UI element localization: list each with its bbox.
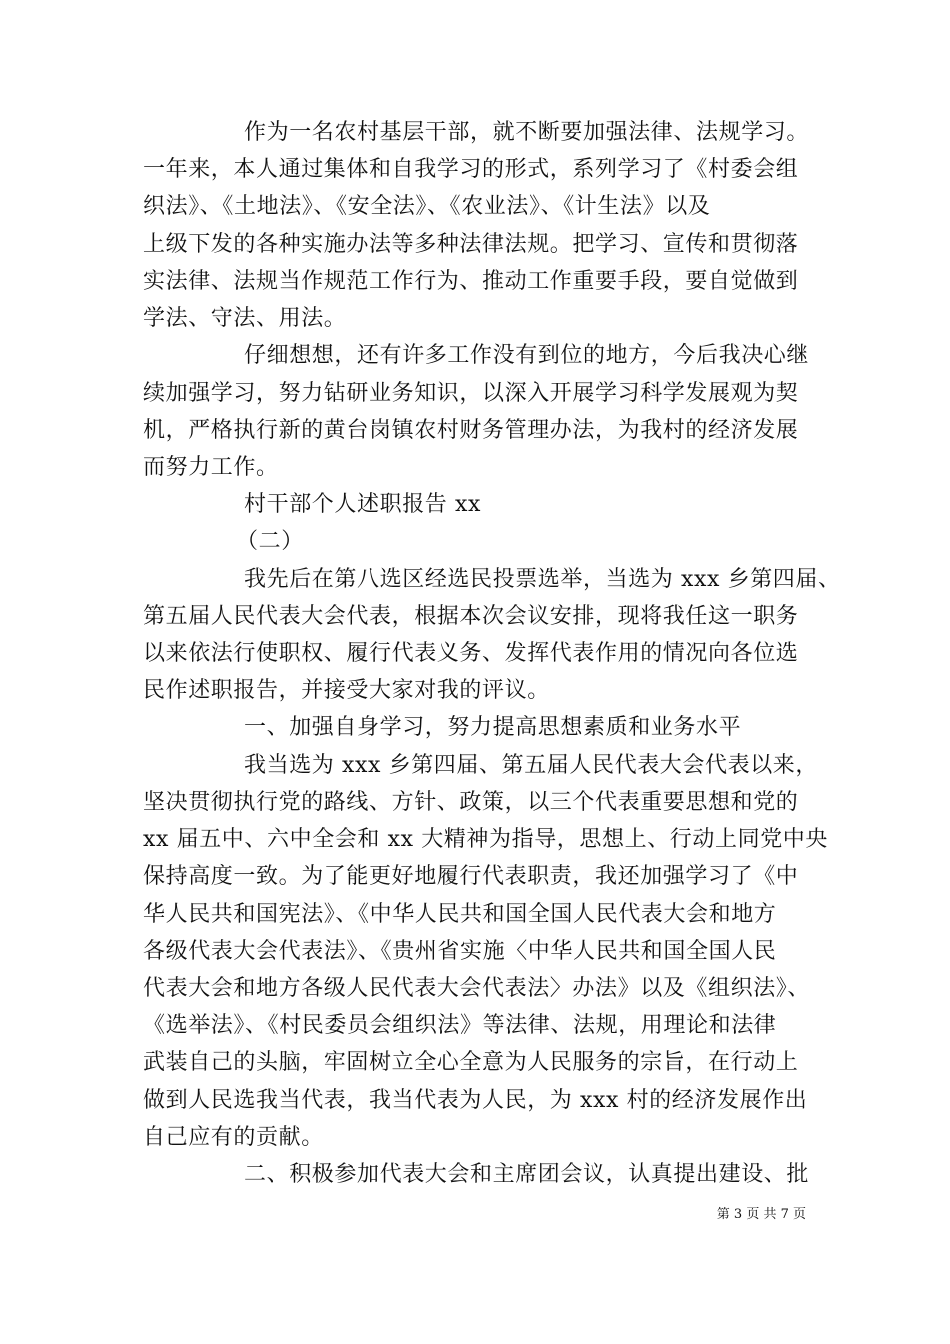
- body-line-7: 仔细想想，还有许多工作没有到位的地方，今后我决心继: [244, 343, 810, 368]
- body-line-14: 第五届人民代表大会代表，根据本次会议安排，现将我任这一职务: [143, 604, 799, 629]
- body-line-26: 武装自己的头脑，牢固树立全心全意为人民服务的宗旨，在行动上: [143, 1050, 799, 1075]
- body-line-8: 续加强学习，努力钻研业务知识，以深入开展学习科学发展观为契: [143, 381, 799, 406]
- heading-two: 二、积极参加代表大会和主席团会议，认真提出建设、批: [244, 1162, 810, 1187]
- body-line-16: 民作述职报告，并接受大家对我的评议。: [143, 678, 550, 703]
- body-line-28: 自己应有的贡献。: [143, 1125, 324, 1150]
- body-line-20: xx 届五中、六中全会和 xx 大精神为指导，思想上、行动上同党中央: [143, 827, 829, 852]
- body-line-13: 我先后在第八选区经选民投票选举，当选为 xxx 乡第四届、: [244, 567, 841, 592]
- body-line-2: 一年来，本人通过集体和自我学习的形式，系列学习了《村委会组: [143, 157, 799, 182]
- body-line-15: 以来依法行使职权、履行代表义务、发挥代表作用的情况向各位选: [143, 641, 799, 666]
- body-line-21: 保持高度一致。为了能更好地履行代表职责，我还加强学习了《中: [143, 864, 799, 889]
- body-line-1: 作为一名农村基层干部，就不断要加强法律、法规学习。: [244, 120, 810, 145]
- body-line-6: 学法、守法、用法。: [143, 306, 347, 331]
- body-line-18: 我当选为 xxx 乡第四届、第五届人民代表大会代表以来，: [244, 753, 819, 778]
- body-line-22: 华人民共和国宪法》、《中华人民共和国全国人民代表大会和地方: [143, 902, 777, 927]
- body-line-10: 而努力工作。: [143, 455, 279, 480]
- body-line-5: 实法律、法规当作规范工作行为、推动工作重要手段，要自觉做到: [143, 269, 799, 294]
- body-line-27: 做到人民选我当代表，我当代表为人民，为 xxx 村的经济发展作出: [143, 1088, 808, 1113]
- section-subtitle: （二）: [236, 529, 304, 554]
- body-line-24: 代表大会和地方各级人民代表大会代表法〉办法》以及《组织法》、: [143, 976, 811, 1001]
- page-number-footer: 第 3 页 共 7 页: [716, 1207, 806, 1222]
- body-line-3: 织法》、《土地法》、《安全法》、《农业法》、《计生法》以及: [143, 194, 711, 219]
- body-line-19: 坚决贯彻执行党的路线、方针、政策，以三个代表重要思想和党的: [143, 790, 799, 815]
- body-line-9: 机，严格执行新的黄台岗镇农村财务管理办法，为我村的经济发展: [143, 418, 799, 443]
- body-line-23: 各级代表大会代表法》、《贵州省实施〈中华人民共和国全国人民: [143, 939, 777, 964]
- body-line-4: 上级下发的各种实施办法等多种法律法规。把学习、宣传和贯彻落: [143, 232, 799, 257]
- section-title: 村干部个人述职报告 xx: [244, 492, 482, 517]
- heading-one: 一、加强自身学习，努力提高思想素质和业务水平: [244, 715, 742, 740]
- body-line-25: 《选举法》、《村民委员会组织法》等法律、法规，用理论和法律: [143, 1013, 777, 1038]
